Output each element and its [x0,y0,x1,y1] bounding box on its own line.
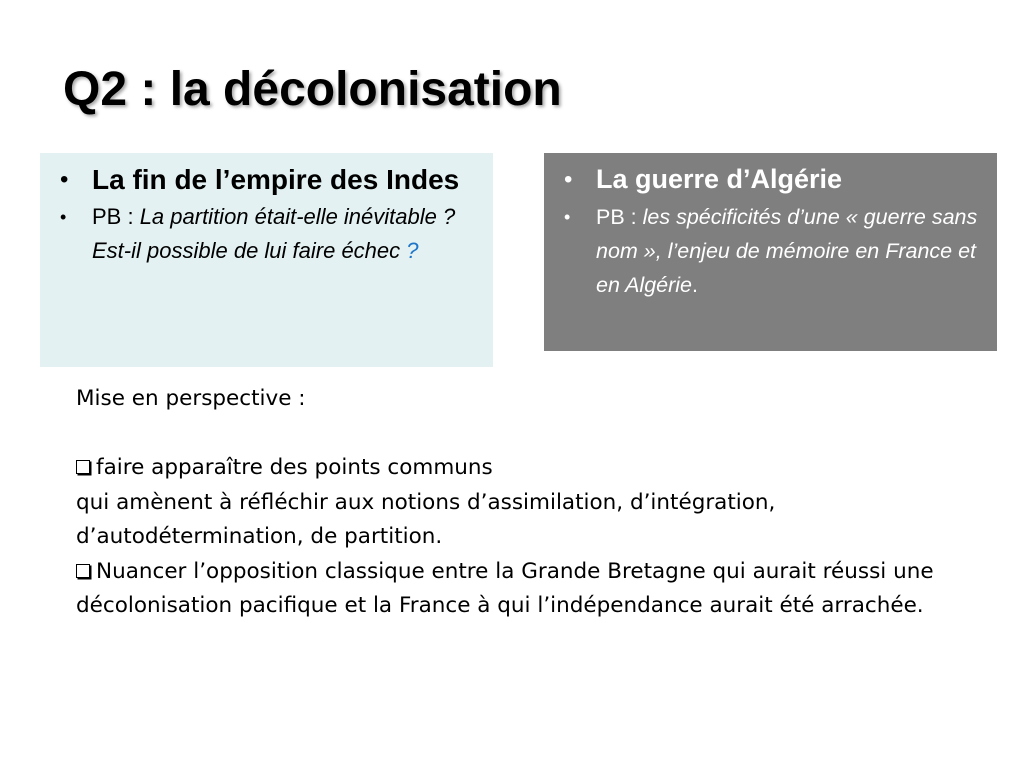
bullet-dot-icon: • [60,207,67,227]
perspective-item-1 [76,451,976,486]
right-pb-period: . [692,273,698,297]
right-pb-row [564,200,983,302]
bullet-dot-icon: • [564,207,571,227]
bullet-dot-icon: • [564,166,573,193]
checkbox-icon [76,460,90,474]
checkbox-icon [76,564,90,578]
left-pb-row [60,200,479,268]
perspective-heading-line [76,382,976,417]
left-heading-row [60,161,479,198]
right-pb-text-block [596,200,983,302]
right-heading-row [564,161,983,198]
right-heading: La guerre d’Algérie [596,164,843,194]
left-box-india [40,153,493,367]
perspective-section [76,382,976,624]
perspective-item-1-continuation: qui amènent à réfléchir aux notions d’assimilation, d’intégration, d’autodétermination, de partition. [76,489,776,549]
blank-line [76,417,976,452]
item2-bold: Nuancer l’opposition classique [96,558,425,584]
page-title: Q2 : la décolonisation [63,63,562,116]
item1-bold: des points communs [269,455,493,480]
left-heading: La fin de l’empire des Indes [92,164,460,195]
left-pb-question-mark: ? [406,238,419,263]
item1-prefix: faire apparaître [96,455,270,480]
perspective-colon: : [291,386,306,411]
item2-rest: entre la Grande Bretagne qui aurait réussi une décolonisation pacifique et la France à qui l’indépendance aurait été arrachée. [76,558,934,618]
perspective-label: Mise en perspective [76,386,292,411]
right-pb-label: PB : [596,205,643,229]
bullet-dot-icon: • [60,166,69,193]
right-pb-question: les spécificités d’une « guerre sans nom », l’enjeu de mémoire en France et en Algérie [596,205,978,297]
perspective-item-2 [76,555,976,624]
right-box-algeria [544,153,997,351]
left-pb-label: PB : [92,204,140,229]
left-pb-question: La partition était-elle inévitable ? Est-il possible de lui faire échec [92,204,456,263]
left-pb-text-block [92,200,479,268]
